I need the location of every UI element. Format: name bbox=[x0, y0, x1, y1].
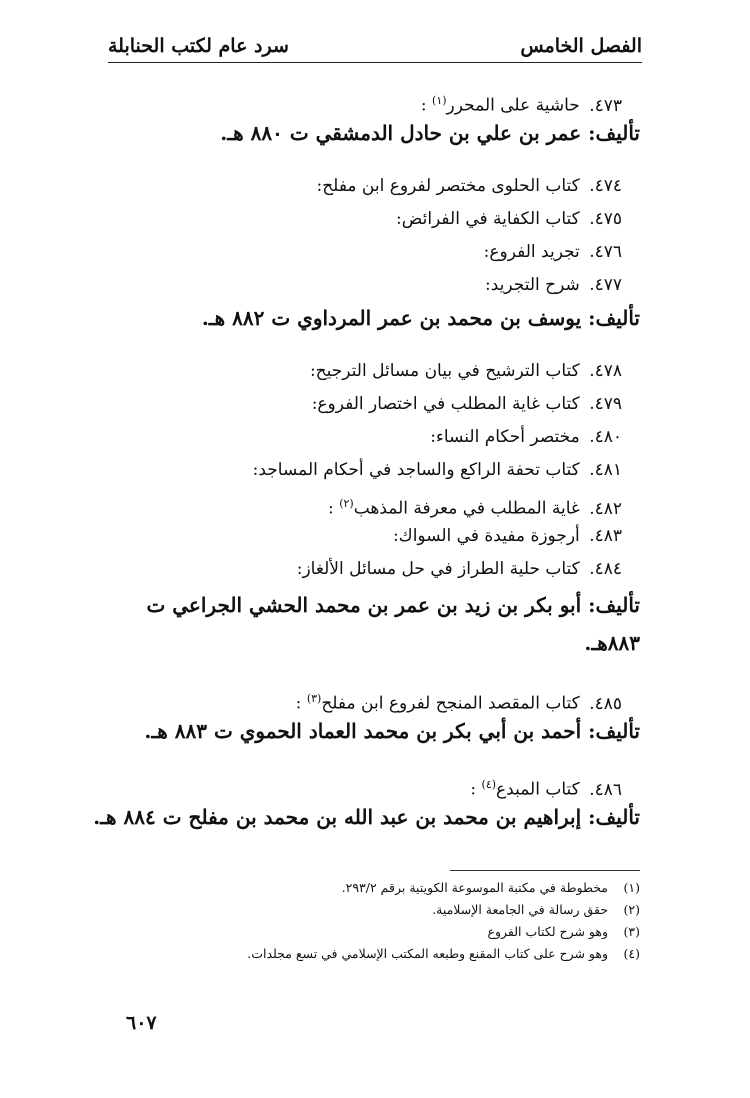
entry-475: ٤٧٥. كتاب الكفاية في الفرائض: bbox=[396, 209, 622, 229]
entry-477: ٤٧٧. شرح التجريد: bbox=[485, 275, 622, 295]
footnote-ref[interactable]: (٣) bbox=[306, 692, 322, 705]
entry-484: ٤٨٤. كتاب حلية الطراز في حل مسائل الألغاز: bbox=[296, 559, 622, 579]
footnote-divider bbox=[450, 870, 640, 871]
running-header bbox=[108, 30, 642, 63]
footnote-2: (٢) حقق رسالة في الجامعة الإسلامية. bbox=[432, 902, 640, 917]
author-line: تأليف: عمر بن علي بن حادل الدمشقي ت ٨٨٠ هـ. bbox=[220, 121, 640, 145]
entry-476: ٤٧٦. تجريد الفروع: bbox=[483, 242, 622, 262]
footnotes bbox=[108, 870, 640, 965]
entry-474: ٤٧٤. كتاب الحلوى مختصر لفروع ابن مفلح: bbox=[316, 176, 622, 196]
entry-473: ٤٧٣. حاشية على المحرر$^{(١)}$ : bbox=[420, 94, 622, 116]
section-title: سرد عام لكتب الحنابلة bbox=[108, 35, 289, 57]
entry-485: ٤٨٥. كتاب المقصد المنجح لفروع ابن مفلح$^{(٣)}$ : bbox=[295, 692, 622, 714]
footnote-1: (١) مخطوطة في مكتبة الموسوعة الكويتية برقم ٢٩٣/٢. bbox=[341, 880, 640, 895]
chapter-title: الفصل الخامس bbox=[520, 35, 642, 57]
footnote-ref[interactable]: (١) bbox=[432, 94, 447, 107]
entry-481: ٤٨١. كتاب تحفة الراكع والساجد في أحكام المساجد: bbox=[252, 460, 622, 480]
entry-483: ٤٨٣. أرجوزة مفيدة في السواك: bbox=[392, 526, 622, 546]
entry-478: ٤٧٨. كتاب الترشيح في بيان مسائل الترجيح: bbox=[309, 361, 622, 381]
entry-479: ٤٧٩. كتاب غاية المطلب في اختصار الفروع: bbox=[311, 394, 622, 414]
author-line: تأليف: إبراهيم بن محمد بن عبد الله بن محمد بن مفلح ت ٨٨٤ هـ. bbox=[93, 805, 640, 829]
entry-486: ٤٨٦. كتاب المبدع$^{(٤)}$ : bbox=[470, 778, 622, 800]
author-line: تأليف: يوسف بن محمد بن عمر المرداوي ت ٨٨٢ هـ. bbox=[201, 306, 640, 330]
author-line: تأليف: أبو بكر بن زيد بن عمر بن محمد الحشي الجراعي ت ٨٨٣هـ. bbox=[146, 593, 640, 655]
entry-480: ٤٨٠. مختصر أحكام النساء: bbox=[430, 427, 622, 447]
page-body bbox=[93, 84, 640, 834]
footnote-3: (٣) وهو شرح لكتاب الفروع bbox=[487, 924, 640, 939]
page-number: ٦٠٧ bbox=[126, 1012, 157, 1034]
footnote-4: (٤) وهو شرح على كتاب المقنع وطبعه المكتب الإسلامي في تسع مجلدات. bbox=[247, 946, 640, 961]
author-line: تأليف: أحمد بن أبي بكر بن محمد العماد الحموي ت ٨٨٣ هـ. bbox=[144, 719, 640, 743]
footnote-ref[interactable]: (٢) bbox=[339, 497, 354, 510]
entry-482: ٤٨٢. غاية المطلب في معرفة المذهب$^{(٢)}$ : bbox=[328, 497, 622, 519]
footnote-ref[interactable]: (٤) bbox=[481, 778, 497, 791]
